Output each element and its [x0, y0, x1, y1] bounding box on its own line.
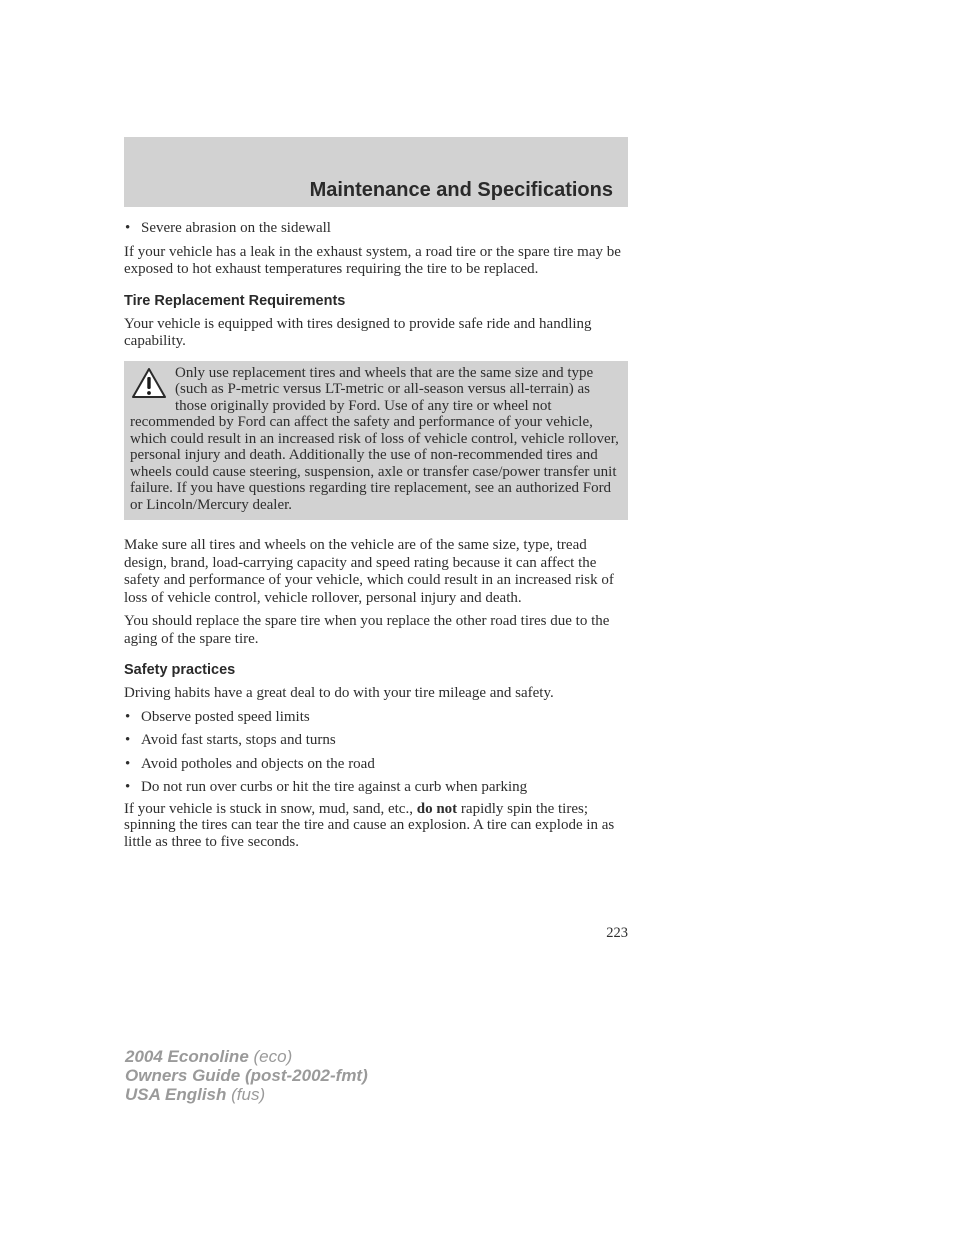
footer-line-vehicle: 2004 Econoline (eco)	[125, 1047, 293, 1066]
list-item: • Observe posted speed limits	[125, 708, 310, 725]
warning-text: Only use replacement tires and wheels that are the same size and type (such as P-metric versus LT-metric or all-season versus all-terrain) as those originally provided by Ford. Use of any tire or wheel not recommended by Ford can affect the safety and performance of your vehicle, which could result in an increased risk of loss of vehicle control, vehicle rollover, personal injury and death. Additionally the use of non-recommended tires and wheels could cause steering, suspension, axle or transfer case/power transfer unit failure. If you have questions regarding tire replacement, see an authorized Ford or Lincoln/Mercury dealer.	[130, 364, 619, 513]
bullet-icon: •	[125, 732, 131, 748]
paragraph-equipped: Your vehicle is equipped with tires designed to provide safe ride and handling capability.	[124, 315, 592, 349]
bullet-icon: •	[125, 755, 131, 772]
page-number: 223	[606, 925, 628, 941]
bullet-icon: •	[125, 708, 131, 725]
heading-tire-replacement: Tire Replacement Requirements	[124, 292, 346, 309]
document-footer	[125, 1047, 368, 1104]
heading-safety-practices: Safety practices	[124, 662, 236, 678]
list-item: • Avoid fast starts, stops and turns	[125, 732, 336, 748]
warning-triangle-icon	[131, 367, 167, 399]
paragraph-stuck: If your vehicle is stuck in snow, mud, sand, etc., do not rapidly spin the tires; spinning the tires can tear the tire and cause an explosion. A tire can explode in as little as three to five seconds.	[124, 800, 615, 850]
list-item: • Severe abrasion on the sidewall	[125, 220, 331, 236]
bullet-icon: •	[125, 779, 131, 795]
page-content	[124, 220, 628, 850]
paragraph-exhaust: If your vehicle has a leak in the exhaust system, a road tire or the spare tire may be exposed to hot exhaust temperatures requiring the tire to be replaced.	[124, 243, 621, 277]
list-item: • Do not run over curbs or hit the tire against a curb when parking	[125, 779, 528, 795]
section-header	[124, 137, 628, 207]
bullet-icon: •	[125, 220, 131, 236]
emphasis-do-not: do not	[416, 800, 458, 817]
paragraph-spare: You should replace the spare tire when you replace the other road tires due to the aging of the spare tire.	[124, 613, 610, 647]
paragraph-make-sure: Make sure all tires and wheels on the vehicle are of the same size, type, tread design, brand, load-carrying capacity and speed rating because it can affect the safety and performance of your vehicle, which could result in an increased risk of loss of vehicle control, vehicle rollover, personal injury and death.	[124, 537, 614, 606]
list-item: • Avoid potholes and objects on the road	[125, 755, 375, 772]
warning-box	[124, 361, 628, 521]
paragraph-driving: Driving habits have a great deal to do with your tire mileage and safety.	[124, 685, 554, 701]
section-title: Maintenance and Specifications	[309, 179, 613, 201]
footer-line-guide: Owners Guide (post-2002-fmt)	[125, 1066, 368, 1085]
footer-line-language: USA English (fus)	[125, 1085, 266, 1104]
